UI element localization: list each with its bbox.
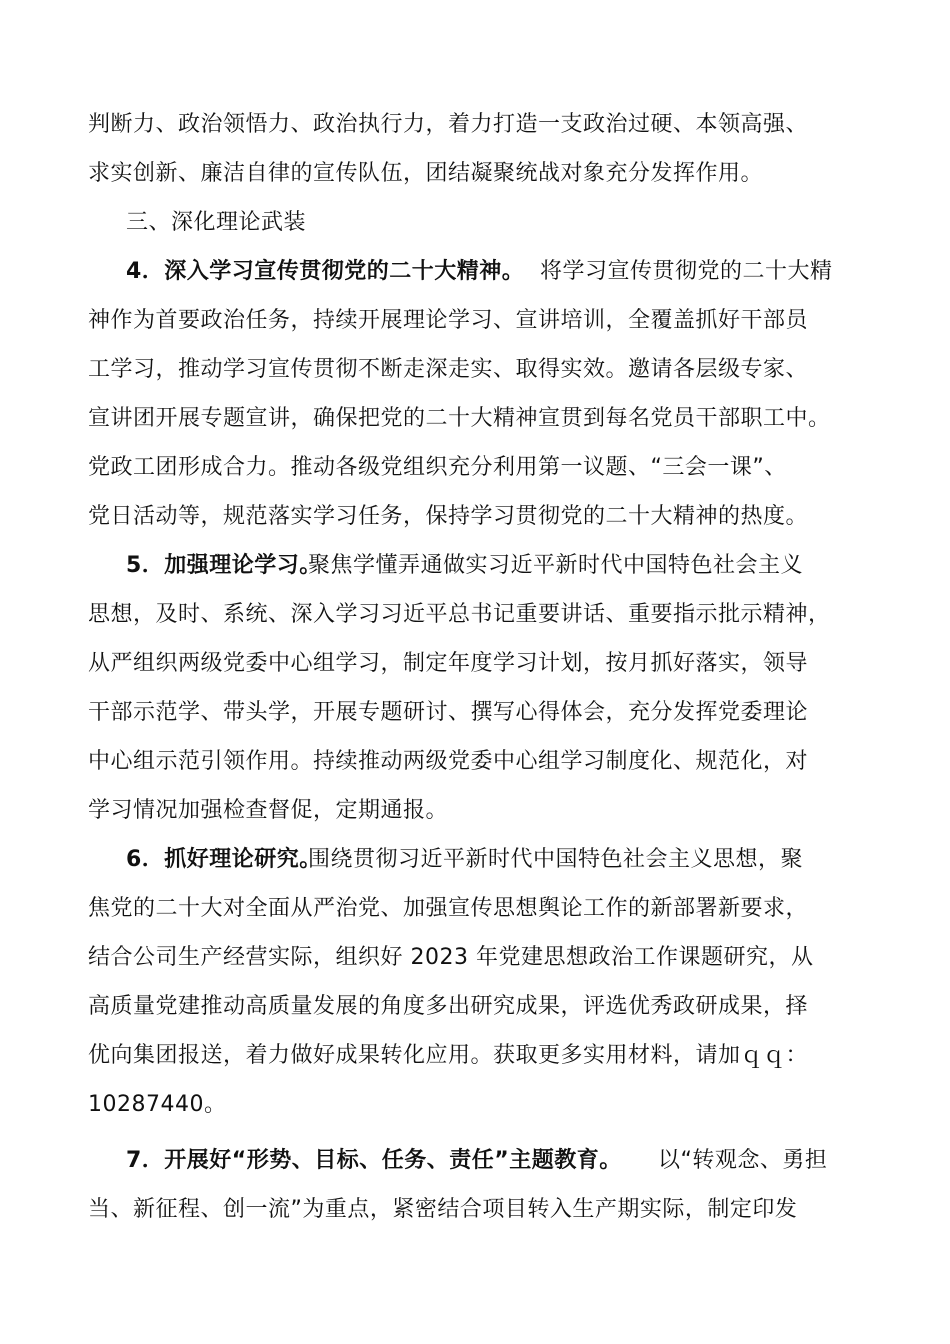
text-line-content: 学习情况加强检查督促，定期通报。 (88, 798, 449, 823)
section-heading-text: 三、深化理论武装 (126, 210, 307, 235)
text-line-content: 当、新征程、创一流”为重点，紧密结合项目转入生产期实际，制定印发 (88, 1197, 798, 1222)
text-line-content: 优向集团报送，着力做好成果转化应用。获取更多实用材料，请加ｑｑ： (88, 1043, 809, 1068)
text-line-content: 结合公司生产经营实际，组织好 2023 年党建思想政治工作课题研究，从 (88, 945, 814, 970)
item-7-heading: 7．开展好“形势、目标、任务、责任”主题教育。 (126, 1148, 622, 1173)
item-6-heading: 6．抓好理论研究。 (126, 847, 322, 872)
text-line-content: 干部示范学、带头学，开展专题研讨、撰写心得体会，充分发挥党委理论 (88, 700, 809, 725)
text-line (0, 1036, 950, 1076)
item-7-body-start: 以“转观念、勇担 (658, 1148, 828, 1173)
text-line-content: 思想，及时、系统、深入学习习近平总书记重要讲话、重要指示批示精神， (88, 602, 831, 627)
text-line-content: 党政工团形成合力。推动各级党组织充分利用第一议题、“三会一课”、 (88, 455, 787, 480)
text-line (0, 938, 950, 978)
item-5-heading: 5．加强理论学习。 (126, 553, 322, 578)
text-line (0, 595, 950, 635)
text-line-content: 工学习，推动学习宣传贯彻不断走深走实、取得实效。邀请各层级专家、 (88, 357, 809, 382)
text-line-content: 判断力、政治领悟力、政治执行力，着力打造一支政治过硬、本领高强、 (88, 112, 809, 137)
item-5-body-start: 聚焦学懂弄通做实习近平新时代中国特色社会主义 (308, 553, 804, 578)
text-line-content: 高质量党建推动高质量发展的角度多出研究成果，评选优秀政研成果，择 (88, 994, 809, 1019)
text-line-content: 神作为首要政治任务，持续开展理论学习、宣讲培训，全覆盖抓好干部员 (88, 308, 809, 333)
text-line (0, 1190, 950, 1230)
text-line (0, 399, 950, 439)
text-line (0, 791, 950, 831)
text-line-content: 10287440。 (88, 1092, 227, 1117)
text-line (0, 693, 950, 733)
item-4-body-start: 将学习宣传贯彻党的二十大精 (540, 259, 833, 284)
text-line (0, 644, 950, 684)
text-line (0, 301, 950, 341)
text-line (0, 987, 950, 1027)
paragraph-7-first-line (0, 1141, 950, 1181)
section-heading (0, 203, 950, 243)
text-line (0, 448, 950, 488)
paragraph-5-first-line (0, 546, 950, 586)
text-line-content: 从严组织两级党委中心组学习，制定年度学习计划，按月抓好落实，领导 (88, 651, 809, 676)
text-line-content: 焦党的二十大对全面从严治党、加强宣传思想舆论工作的新部署新要求， (88, 896, 809, 921)
text-line (0, 154, 950, 194)
text-line-content: 党日活动等，规范落实学习任务，保持学习贯彻党的二十大精神的热度。 (88, 504, 809, 529)
paragraph-4-first-line (0, 252, 950, 292)
text-line (0, 350, 950, 390)
text-line (0, 742, 950, 782)
text-line-content: 中心组示范引领作用。持续推动两级党委中心组学习制度化、规范化，对 (88, 749, 809, 774)
text-line (0, 889, 950, 929)
paragraph-6-first-line (0, 840, 950, 880)
text-line (0, 497, 950, 537)
text-line (0, 1085, 950, 1125)
text-line (0, 105, 950, 145)
text-line-content: 求实创新、廉洁自律的宣传队伍，团结凝聚统战对象充分发挥作用。 (88, 161, 764, 186)
item-6-body-start: 围绕贯彻习近平新时代中国特色社会主义思想，聚 (308, 847, 804, 872)
item-4-heading: 4．深入学习宣传贯彻党的二十大精神。 (126, 259, 525, 284)
text-line-content: 宣讲团开展专题宣讲，确保把党的二十大精神宣贯到每名党员干部职工中。 (88, 406, 831, 431)
